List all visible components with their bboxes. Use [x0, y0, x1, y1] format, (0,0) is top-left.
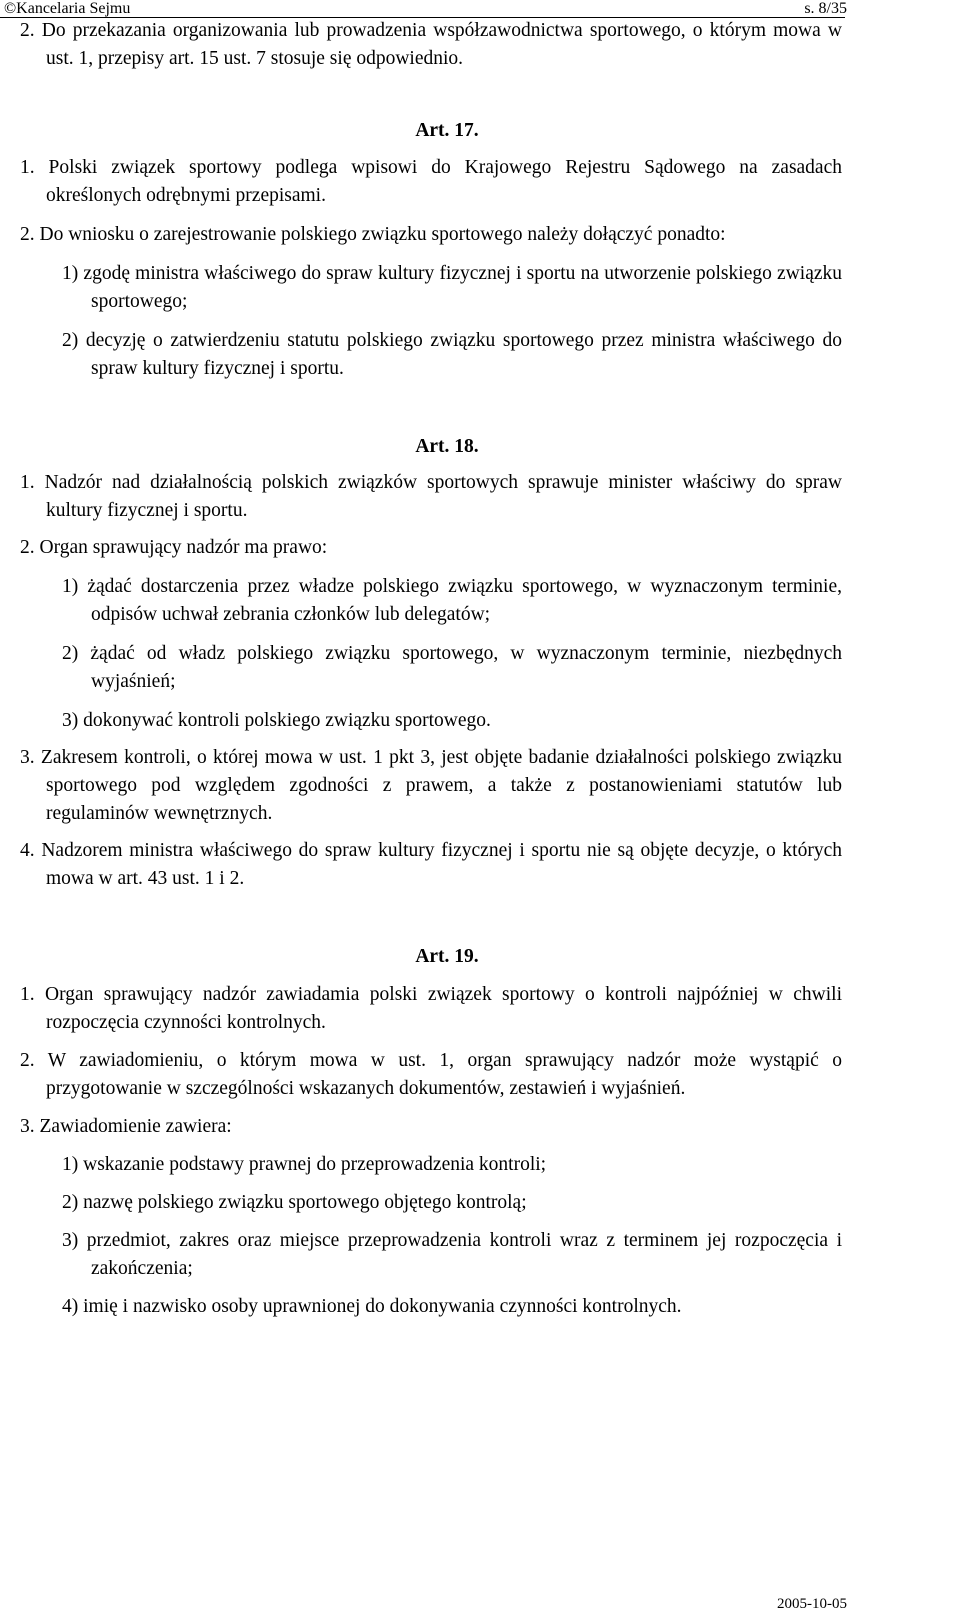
art17-para-2: 2. Do wniosku o zarejestrowanie polskiego związku sportowego należy dołączyć ponadto: — [20, 224, 726, 245]
art19-para-1: 1. Organ sprawujący nadzór zawiadamia polski związek sportowy o kontroli najpóźniej w chwili rozpoczęcia czynności kontrolnych. — [20, 984, 842, 1033]
art17-para-1: 1. Polski związek sportowy podlega wpisowi do Krajowego Rejestru Sądowego na zasadach określonych odrębnymi przepisami. — [20, 157, 842, 206]
paragraph-continued: 2. Do przekazania organizowania lub prowadzenia współzawodnictwa sportowego, o którym mowa w ust. 1, przepisy art. 15 ust. 7 stosuje się odpowiednio. — [20, 20, 842, 69]
art17-para-2-item-1: 1) zgodę ministra właściwego do spraw kultury fizycznej i sportu na utworzenie polskiego związku sportowego; — [62, 263, 842, 312]
art18-para-2: 2. Organ sprawujący nadzór ma prawo: — [20, 537, 328, 558]
art17-para-2-item-2: 2) decyzję o zatwierdzeniu statutu polskiego związku sportowego przez ministra właściwego do spraw kultury fizycznej i sportu. — [62, 330, 842, 379]
document-body — [20, 17, 842, 1321]
art18-para-4: 4. Nadzorem ministra właściwego do spraw kultury fizycznej i sportu nie są objęte decyzje, o których mowa w art. 43 ust. 1 i 2. — [20, 840, 842, 889]
art18-para-2-item-3: 3) dokonywać kontroli polskiego związku sportowego. — [62, 710, 491, 731]
art19-para-3-item-3: 3) przedmiot, zakres oraz miejsce przeprowadzenia kontroli wraz z terminem jej rozpoczęcia i zakończenia; — [62, 1230, 842, 1279]
art18-para-3: 3. Zakresem kontroli, o której mowa w ust. 1 pkt 3, jest objęte badanie działalności polskiego związku sportowego pod względem zgodności z prawem, a także z postanowieniami statutów lub regulaminów wewnętrznych. — [20, 747, 842, 824]
art18-para-1: 1. Nadzór nad działalnością polskich związków sportowych sprawuje minister właściwy do spraw kultury fizycznej i sportu. — [20, 472, 842, 521]
header-source: ©Kancelaria Sejmu — [4, 0, 131, 17]
art19-para-3: 3. Zawiadomienie zawiera: — [20, 1116, 232, 1137]
art18-para-2-item-1: 1) żądać dostarczenia przez władze polskiego związku sportowego, w wyznaczonym terminie, odpisów uchwał zebrania członków lub delegatów; — [62, 576, 842, 625]
article-17-title: Art. 17. — [415, 120, 479, 141]
footer-date: 2005-10-05 — [777, 1596, 847, 1612]
art19-para-3-item-4: 4) imię i nazwisko osoby uprawnionej do dokonywania czynności kontrolnych. — [62, 1296, 682, 1317]
art18-para-2-item-2: 2) żądać od władz polskiego związku sportowego, w wyznaczonym terminie, niezbędnych wyjaśnień; — [62, 643, 842, 692]
art19-para-3-item-2: 2) nazwę polskiego związku sportowego objętego kontrolą; — [62, 1192, 527, 1213]
art19-para-3-item-1: 1) wskazanie podstawy prawnej do przeprowadzenia kontroli; — [62, 1154, 547, 1175]
header-page-number: s. 8/35 — [804, 0, 847, 17]
article-19-title: Art. 19. — [415, 946, 479, 967]
art19-para-2: 2. W zawiadomieniu, o którym mowa w ust. 1, organ sprawujący nadzór może wystąpić o przygotowanie w szczególności wskazanych dokumentów, zestawień i wyjaśnień. — [20, 1050, 842, 1099]
article-18-title: Art. 18. — [415, 436, 479, 457]
